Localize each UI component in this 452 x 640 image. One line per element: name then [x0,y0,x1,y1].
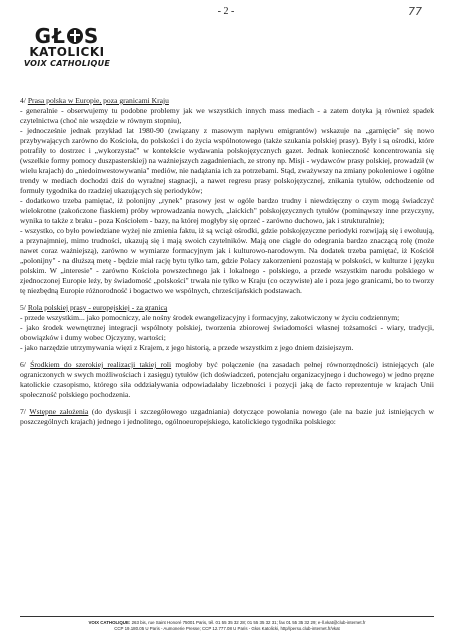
section-title: Prasa polska w Europie, poza granicami Kraju [27,96,169,105]
page-footer [20,616,434,632]
section-6 [20,360,434,400]
paragraph: - jednocześnie jednak przykład lat 1980-90 (związany z masowym napływu emigrantów) wskazuje na „garnięcie" się nowo przybywających zarówno do Kościoła, do polskości i do życia wspólnotowego (także szukania polskiej prasy). Były i są ośrodki, które potrafiły to dostrzec i „wykorzystać" w kontekście wydawania polskojęzycznych gazet. Jednak konieczność koncentrowania się (wszelkie formy pomocy duszpasterskiej) na ważniejszych zagadnieniach, ze strony np. Misji - wydawców prasy polskiej, prowadził (w wielu krajach) do „niedoinwestowywania" mediów, nie nadążania ich za potrzebami. Stąd, zważywszy na zmiany pokoleniowe i ogólne trendy w mediach dochodzi dziś do wyraźnej stagnacji, a nawet regresu prasy polskojęzycznej, znikania tytułów, odchodzenie od formuły tygodnika do rzadziej ukazujących się periodyków; [20,126,434,195]
paragraph: - wszystko, co było powiedziane wyżej nie zmienia faktu, iż są wciąż ośrodki, gdzie polskojęzyczne periodyki rozwijają się i ewoluują, a przynajmniej, mimo trudności, ukazują się i mają swoich czytelników. Mają one ciągle do odegrania bardzo znaczącą rolę (może nawet coraz ważniejszą), zarówno w wymiarze formacyjnym jak i kulturowo-narodowym. Na dodatek trzeba pamiętać, iż Kościół „polonijny" - na dłuższą metę - będzie miał rację bytu tylko tam, gdzie Polacy zakorzenieni pozostają w polskości, w kulturze i języku polskim. W „interesie" - zarówno Kościoła powszechnego jak i lokalnego - polskiego, a przede wszystkim narodu polskiego w zjednoczonej Europie leży, by świadomość „polskości" trwała nie tylko w Kraju (co oczywiste) ale i poza jego granicami, bo to tworzy tę niezbędną Europie różnorodność i bogactwo we wspólnych, chrześcijańskich podstawach. [20,226,434,295]
page-number: - 2 - [217,6,235,17]
logo-subtitle: KATOLICKI [29,45,105,59]
section-heading [20,96,434,106]
paragraph: - przede wszystkim... jako pomocniczy, ale nośny środek ewangelizacyjny i formacyjny, zakotwiczony w życiu codziennym; [20,313,400,322]
handwritten-page-mark: 77 [408,5,422,18]
section-heading [20,303,434,313]
section-7 [20,407,434,427]
paragraph: mogłoby być połączenie (na zasadach pełnej równorzędności) istniejących (ale ograniczonych w swych możliwościach i zasięgu) tytułów (ich doświadczeń, potencjału organizacyjnego i duchowego) w jedno pręzne katolickie czasopismo, którego siła oddziaływania odpowiadałaby liczebności i pozycji jaką de facto reprezentuje w krajach Unii społeczność polskiego pochodzenia. [20,360,435,399]
paragraph: - generalnie - obserwujemy tu podobne problemy jak we wszystkich innych mass mediach - a zatem dotyka ją również spadek czytelnictwa (choć nie wszędzie w równym stopniu), [20,106,434,125]
section-5 [20,303,434,353]
cross-icon [67,28,83,44]
logo-tagline: VOIX CATHOLIQUE [23,59,111,68]
section-number: 7/ [20,407,26,416]
document-body [20,96,434,427]
logo-wordmark [12,26,122,46]
section-paragraph [20,360,434,400]
section-title: Rola polskiej prasy - europejskiej - za granicą [27,303,168,312]
section-number: 5/ [20,303,26,312]
section-title: Środkiem do szerokiej realizacji takiej roli [30,360,172,369]
section-paragraph [20,407,434,427]
paragraph: - jako narzędzie utrzymywania więzi z Krajem, z jego historią, a przede wszystkim z jego dniem dzisiejszym. [20,343,354,352]
section-4 [20,96,434,296]
section-number: 6/ [20,360,26,369]
footer-address: 263 bis, rue Saint Honoré 75001 Paris, tél. 01 55 35 32 28; 01 55 35 32 31; fax 01 55 35 32 29; e-ll.vkat@club-internet.fr [130,620,366,625]
paragraph: - dodatkowo trzeba pamiętać, iż polonijny „rynek" prasowy jest w ogóle bardzo trudny i niewdzięczny o czym mogą świadczyć wielokrotne (zakończone fiaskiem) próby wprowadzania nowych, „laickich" polskojęzycznych tytułów (pominąwszy inne przyczyny, wynika to także z braku - poza Kościołem - bazy, na której mogłyby się oprzeć - zarówno duchowo, jak i strukturalnie); [20,196,434,225]
logo-text-left: GŁ [34,24,66,48]
section-number: 4/ [20,96,26,105]
footer-publisher-name: VOIX CATHOLIQUE: [88,620,131,625]
paragraph: (do dyskusji i szczegółowego uzgadniania) dotyczące powołania nowego (ale na bazie już istniejących w poszczególnych krajach) jednego i jednolitego, ogólnoeuropejskiego, katolickiego tygodnika polskiego: [20,407,434,426]
footer-ccp-line: CCP 19.180.05 U Paris - Aumonerie Presse; CCP 12.777.08 U Paris - Głos Katolicki, http//perso.club-internet.fr/vkat [114,626,340,631]
section-title: Wstępne założenia [29,407,89,416]
paragraph: - jako środek wewnętrznej integracji wspólnoty polskiej, tworzenia zbiorowej świadomości własnej tożsamości - wiary, tradycji, obowiązków i dumy wobec Ojczyzny, wartości; [20,323,434,342]
logo-text-right: S [83,24,100,48]
glos-katolicki-logo [12,26,122,68]
